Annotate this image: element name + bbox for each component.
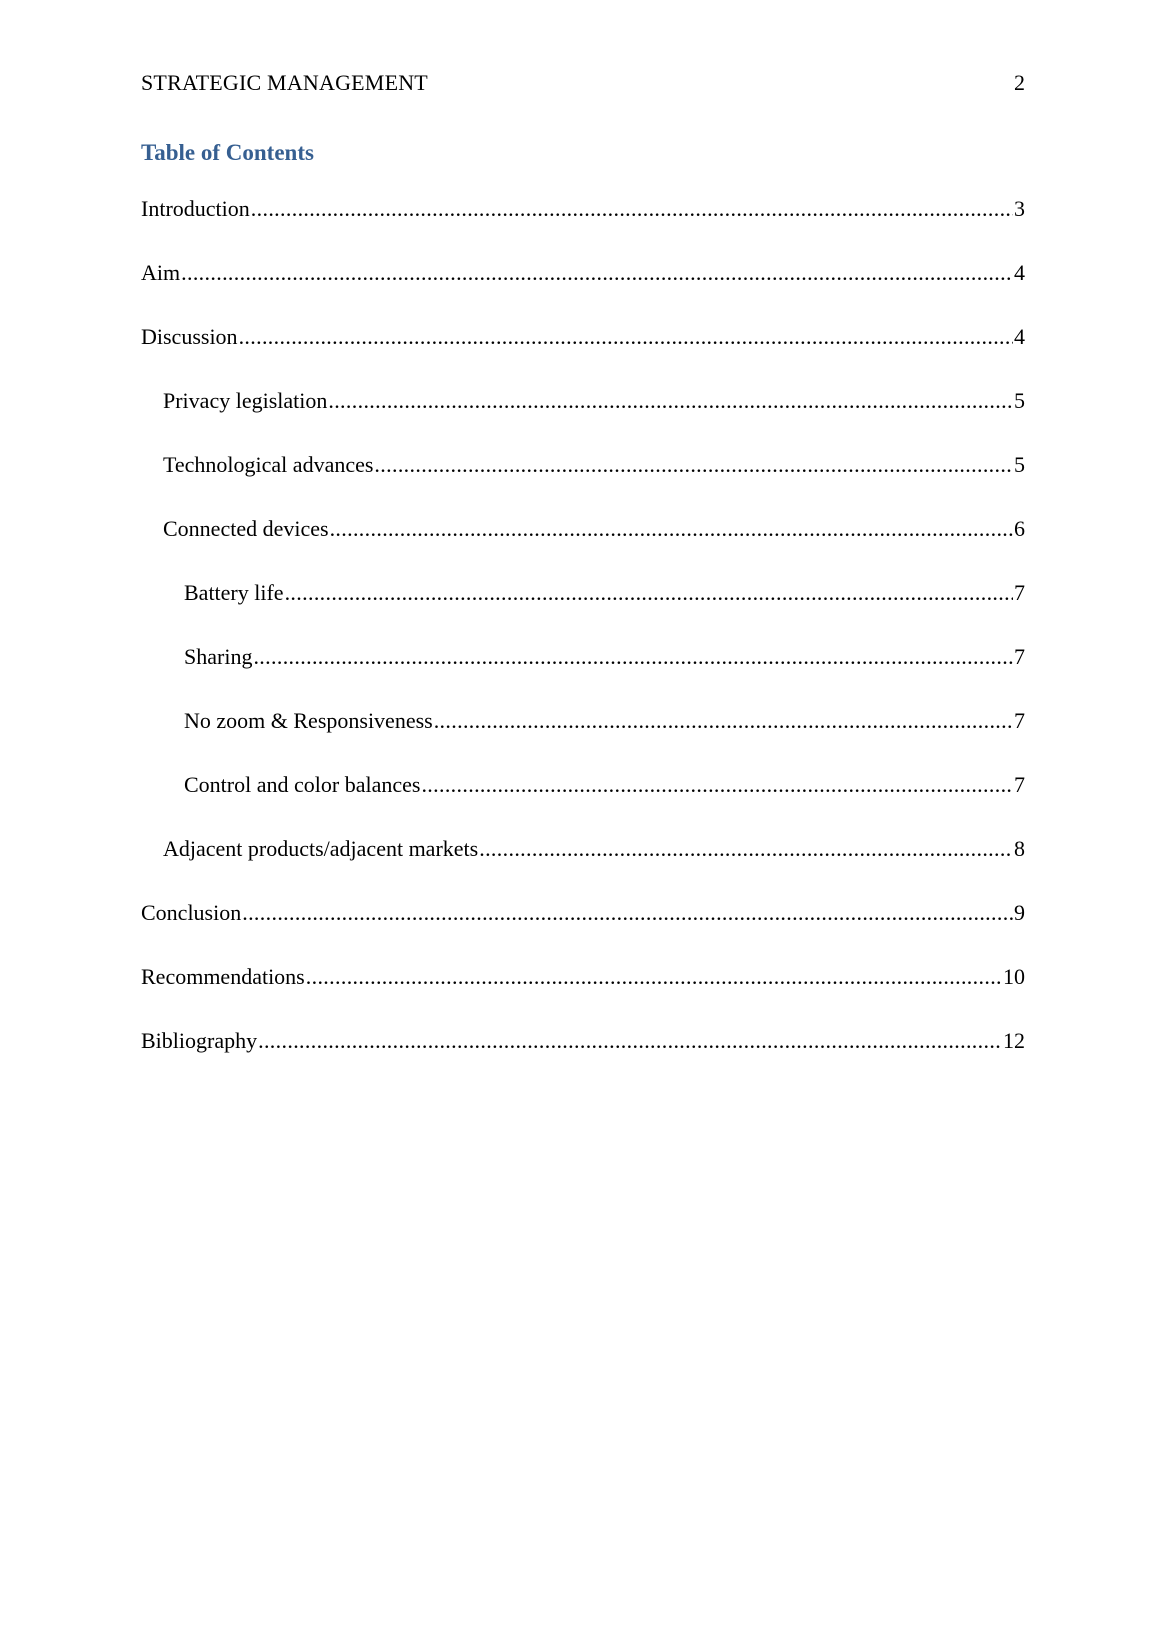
dot-leader (434, 705, 1013, 737)
toc-entry-label: Battery life (184, 580, 284, 605)
dot-leader (328, 385, 1013, 417)
toc-entry-label: Discussion (141, 324, 238, 349)
toc-entry-label: Sharing (184, 644, 253, 669)
toc-entry-page: 7 (1014, 644, 1025, 669)
toc-entry-page: 5 (1014, 388, 1025, 413)
toc-entry-label: Control and color balances (184, 772, 421, 797)
toc-entry-page: 5 (1014, 452, 1025, 477)
toc-entry-recommendations[interactable] (141, 961, 1025, 1025)
toc-entry-page: 3 (1014, 196, 1025, 221)
toc-entry-page: 12 (1003, 1028, 1025, 1053)
toc-entry-label: Conclusion (141, 900, 242, 925)
toc-entry-label: Recommendations (141, 964, 305, 989)
dot-leader (306, 961, 1002, 993)
toc-entry-label: Aim (141, 260, 181, 285)
toc-entry-label: Technological advances (163, 452, 374, 477)
toc-entry-label: Connected devices (163, 516, 329, 541)
toc-entry-introduction[interactable] (141, 193, 1025, 257)
dot-leader (253, 641, 1013, 673)
dot-leader (421, 769, 1013, 801)
toc-entry-page: 4 (1014, 260, 1025, 285)
toc-entry-battery-life[interactable] (141, 577, 1025, 641)
toc-entry-page: 7 (1014, 580, 1025, 605)
dot-leader (479, 833, 1013, 865)
toc-entry-bibliography[interactable] (141, 1025, 1025, 1089)
toc-entry-page: 4 (1014, 324, 1025, 349)
toc-entry-connected-devices[interactable] (141, 513, 1025, 577)
table-of-contents (141, 193, 1025, 1089)
dot-leader (242, 897, 1013, 929)
toc-entry-page: 9 (1014, 900, 1025, 925)
toc-entry-label: Introduction (141, 196, 250, 221)
toc-entry-page: 8 (1014, 836, 1025, 861)
toc-entry-adjacent-products[interactable] (141, 833, 1025, 897)
toc-entry-no-zoom-responsiveness[interactable] (141, 705, 1025, 769)
toc-entry-discussion[interactable] (141, 321, 1025, 385)
toc-heading: Table of Contents (141, 140, 314, 165)
dot-leader (374, 449, 1013, 481)
toc-entry-control-and-color-balances[interactable] (141, 769, 1025, 833)
dot-leader (258, 1025, 1002, 1057)
toc-entry-sharing[interactable] (141, 641, 1025, 705)
dot-leader (181, 257, 1013, 289)
toc-entry-label: Privacy legislation (163, 388, 328, 413)
page-number: 2 (1014, 70, 1025, 95)
dot-leader (285, 577, 1013, 609)
dot-leader (239, 321, 1013, 353)
toc-entry-label: No zoom & Responsiveness (184, 708, 433, 733)
page-header (141, 68, 1025, 98)
toc-entry-privacy-legislation[interactable] (141, 385, 1025, 449)
dot-leader (251, 193, 1013, 225)
toc-entry-page: 7 (1014, 708, 1025, 733)
toc-entry-technological-advances[interactable] (141, 449, 1025, 513)
dot-leader (330, 513, 1013, 545)
running-head: STRATEGIC MANAGEMENT (141, 70, 428, 95)
toc-entry-page: 7 (1014, 772, 1025, 797)
toc-entry-label: Bibliography (141, 1028, 258, 1053)
toc-entry-page: 6 (1014, 516, 1025, 541)
toc-entry-aim[interactable] (141, 257, 1025, 321)
toc-entry-label: Adjacent products/adjacent markets (163, 836, 479, 861)
toc-entry-page: 10 (1003, 964, 1025, 989)
toc-entry-conclusion[interactable] (141, 897, 1025, 961)
